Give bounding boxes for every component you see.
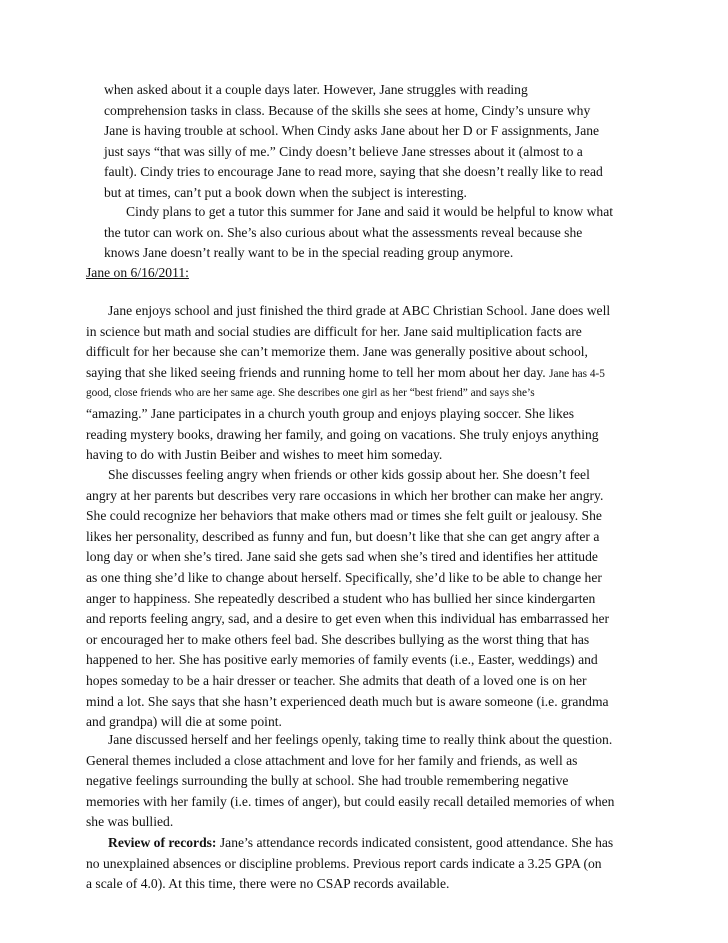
text-line — [86, 363, 686, 384]
text-line: just says “that was silly of me.” Cindy doesn’t believe Jane stresses about it (almost to a — [104, 143, 583, 159]
text-line: long day or when she’s tired. Jane said she gets sad when she’s tired and identifies her attitude — [86, 549, 598, 565]
text-line: no unexplained absences or discipline problems. Previous report cards indicate a 3.25 GPA (on — [86, 855, 602, 871]
text-line — [86, 833, 686, 854]
text-line: Cindy plans to get a tutor this summer for Jane and said it would be helpful to know what — [126, 204, 614, 219]
text-segment: Jane’s attendance records indicated consistent, good attendance. She has — [216, 835, 614, 850]
text-line: anger to happiness. She repeatedly described a student who has bullied her since kindergarten — [86, 590, 596, 606]
text-line: in science but math and social studies are difficult for her. Jane said multiplication facts are — [86, 323, 582, 339]
paragraph-tutor-plans — [104, 202, 664, 264]
text-segment-small: Jane has 4-5 — [549, 367, 605, 380]
review-of-records-label: Review of records: — [108, 835, 217, 850]
text-line: having to do with Justin Beiber and wishes to meet him someday. — [86, 447, 443, 463]
text-line: General themes included a close attachment and love for her family and friends, as well as — [86, 752, 578, 768]
text-line: as one thing she’d like to change about herself. Specifically, she’d like to be able to change her — [86, 569, 602, 585]
text-line: Jane discussed herself and her feelings openly, taking time to really think about the question. — [108, 732, 613, 747]
paragraph-feelings — [86, 465, 686, 733]
text-segment: saying that she liked seeing friends and running home to tell her mom about her day. — [86, 364, 550, 380]
text-line: mind a lot. She says that she hasn’t experienced death much but is aware someone (i.e. grandma — [86, 693, 609, 709]
paragraph-review-of-records — [86, 833, 686, 895]
text-line: a scale of 4.0). At this time, there were no CSAP records available. — [86, 876, 450, 892]
text-line: Jane is having trouble at school. When Cindy asks Jane about her D or F assignments, Jane — [104, 123, 600, 139]
section-heading — [86, 263, 686, 284]
text-line: She could recognize her behaviors that make others mad or times she felt guilt or jealousy. She — [86, 508, 602, 524]
text-line: likes her personality, described as funny and fun, but doesn’t like that she can get angry after a — [86, 528, 600, 544]
text-line: negative feelings surrounding the bully at school. She had trouble remembering negative — [86, 773, 569, 789]
text-line: but at times, can’t put a book down when the subject is interesting. — [104, 184, 467, 200]
section-heading-text: Jane on 6/16/2011: — [86, 265, 189, 280]
text-line: difficult for her because she can’t memorize them. Jane was generally positive about school, — [86, 344, 588, 360]
text-line: the tutor can work on. She’s also curious about what the assessments reveal because she — [104, 224, 583, 240]
text-line: She discusses feeling angry when friends or other kids gossip about her. She doesn’t feel — [108, 467, 590, 482]
paragraph-cindy-continued — [104, 80, 664, 204]
paragraph-discussed — [86, 730, 686, 833]
text-line: and reports feeling angry, sad, and a desire to get even when this individual has embarrassed her — [86, 611, 610, 627]
text-line-small: good, close friends who are her same age. She describes one girl as her “best friend” and says she’s — [86, 387, 535, 400]
text-line: when asked about it a couple days later. However, Jane struggles with reading — [104, 82, 528, 97]
text-line: fault). Cindy tries to encourage Jane to read more, saying that she doesn’t really like to read — [104, 164, 603, 180]
text-line: memories with her family (i.e. times of anger), but could easily recall detailed memories of when — [86, 793, 615, 809]
text-line: reading mystery books, drawing her family, and going on vacations. She truly enjoys anything — [86, 426, 599, 442]
text-line: comprehension tasks in class. Because of the skills she sees at home, Cindy’s unsure why — [104, 102, 591, 118]
text-line: hopes someday to be a hair dresser or teacher. She admits that death of a loved one is on her — [86, 672, 587, 688]
paragraph-jane-school — [86, 301, 686, 466]
text-line: and grandpa) will die at some point. — [86, 714, 282, 730]
text-line: angry at her parents but describes very rare occasions in which her brother can make her angry. — [86, 487, 604, 503]
text-line: “amazing.” Jane participates in a church youth group and enjoys playing soccer. She likes — [86, 405, 575, 421]
text-line: knows Jane doesn’t really want to be in the special reading group anymore. — [104, 245, 514, 261]
text-line: or encouraged her to make others feel bad. She describes bullying as the worst thing that has — [86, 631, 590, 647]
text-line: happened to her. She has positive early memories of family events (i.e., Easter, weddings) and — [86, 652, 598, 668]
text-line: Jane enjoys school and just finished the third grade at ABC Christian School. Jane does well — [108, 303, 611, 318]
text-line: she was bullied. — [86, 814, 174, 830]
